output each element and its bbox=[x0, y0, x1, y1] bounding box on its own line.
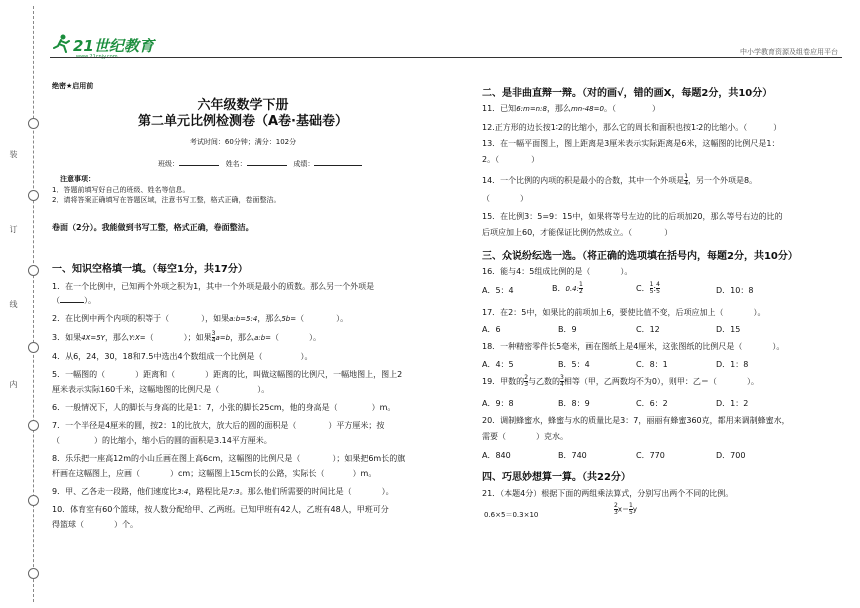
fraction: $\frac{4}{5}$ bbox=[656, 281, 660, 295]
q20-option-d[interactable]: D．700 bbox=[716, 451, 746, 460]
q11: 11．已知6:m=n:8，那么mn-48=0。（ ） bbox=[482, 104, 660, 113]
q7: 7．一个半径是4厘米的圆，按2：1的比放大，放大后的圆的面积是（ ）平方厘米；按 bbox=[52, 421, 385, 430]
q18: 18．一种精密零件长5毫米，画在图纸上是4厘米，这张图纸的比例尺是（ ）。 bbox=[482, 342, 785, 351]
q19-option-d[interactable]: D．1：2 bbox=[716, 399, 749, 408]
q18-option-c[interactable]: C．8：1 bbox=[636, 360, 668, 369]
q10: 10．体育室有60个篮球，按人数分配给甲、乙两班。已知甲班有42人，乙班有48人，甲班可分 bbox=[52, 505, 389, 514]
fraction: $\frac{1}{5}$ bbox=[628, 502, 633, 516]
notes-title: 注意事项： bbox=[60, 175, 95, 183]
score-field[interactable] bbox=[314, 165, 362, 166]
fraction: $\frac{2}{3}$ bbox=[614, 502, 618, 516]
binding-hole bbox=[28, 118, 39, 129]
binding-label: 线 bbox=[9, 300, 18, 309]
q1-answer: （ ）。 bbox=[52, 296, 96, 305]
q17-option-d[interactable]: D．15 bbox=[716, 325, 741, 334]
q16-option-a[interactable]: A．5：4 bbox=[482, 286, 514, 295]
binding-label: 内 bbox=[9, 380, 18, 389]
q16: 16．能与4：5组成比例的是（ ）。 bbox=[482, 267, 633, 276]
q8: 8．乐乐把一座高12m的小山丘画在图上高6cm，这幅图的比例尺是（ ）；如果把6m长的旗 bbox=[52, 454, 406, 463]
binding-label: 装 bbox=[9, 150, 18, 159]
q15-line2: 后项应加上60，才能保证比例仍然成立。（ ） bbox=[482, 228, 673, 237]
q12: 12.正方形的边长按1∶2的比缩小，那么它的周长和面积也按1∶2的比缩小。（ ） bbox=[482, 123, 782, 132]
q9: 9．甲、乙各走一段路，他们速度比3:4，路程比是7:3。那么他们所需要的时间比是（ ）。 bbox=[52, 487, 394, 496]
q21: 21．（本题4分）根据下面的两组乘法算式，分别写出两个不同的比例。 bbox=[482, 489, 734, 498]
platform-label: 中小学教育资源及组卷应用平台 bbox=[740, 48, 838, 56]
q2: 2．在比例中两个内项的积等于（ ），如果a:b=5:4，那么5b=（ ）。 bbox=[52, 314, 349, 323]
fraction: $\frac{2}{3}$ bbox=[524, 374, 529, 388]
q19-option-c[interactable]: C．6：2 bbox=[636, 399, 668, 408]
logo-url: www.21cnjy.com bbox=[76, 54, 118, 60]
logo-brand: 21世纪教育 bbox=[73, 37, 154, 55]
q17: 17．在2：5中，如果比的前项加上6，要使比值不变，后项应加上（ ）。 bbox=[482, 308, 766, 317]
runner-icon bbox=[52, 34, 70, 54]
q13: 13．在一幅平面图上，图上距离是3厘米表示实际距离是6米，这幅图的比例尺是1： bbox=[482, 139, 780, 148]
name-field[interactable] bbox=[247, 165, 287, 166]
binding-margin bbox=[0, 0, 46, 608]
q20-option-c[interactable]: C．770 bbox=[636, 451, 665, 460]
q15: 15．在比例3：5=9：15中，如果将等号左边的比的后项加20，那么等号右边的比的 bbox=[482, 212, 783, 221]
binding-hole bbox=[28, 495, 39, 506]
q18-option-d[interactable]: D．1：8 bbox=[716, 360, 749, 369]
q5: 5．一幅图的（ ）距离和（ ）距离的比，叫做这幅图的比例尺，一幅地图上，图上2 bbox=[52, 370, 403, 379]
class-label: 班级： bbox=[158, 160, 179, 168]
section2-title: 二、是非曲直辩一辩。（对的画√，错的画X，每题2分，共10分） bbox=[482, 88, 773, 99]
section4-title: 四、巧思妙想算一算。（共22分） bbox=[482, 472, 631, 483]
q20: 20．调制蜂蜜水，蜂蜜与水的质量比是3：7，丽丽有蜂蜜360克，都用来调制蜂蜜水， bbox=[482, 416, 790, 425]
q16-option-d[interactable]: D．10：8 bbox=[716, 286, 754, 295]
q16-option-c[interactable]: C． $\frac{1}{5}$ : $\frac{4}{5}$ bbox=[636, 281, 660, 295]
q18-option-b[interactable]: B．5：4 bbox=[558, 360, 590, 369]
binding-hole bbox=[28, 342, 39, 353]
q14: 14．一个比例的内项的积是最小的合数，其中一个外项是 $\frac{1}{4}$ ，另一个外项是8。 bbox=[482, 173, 758, 187]
q17-option-b[interactable]: B．9 bbox=[558, 325, 577, 334]
name-label: 姓名： bbox=[225, 160, 247, 168]
binding-hole bbox=[28, 420, 39, 431]
q5-line2: 厘米表示实际160千米，这幅地图的比例尺是（ ）。 bbox=[52, 385, 270, 394]
q10-line2: 得篮球（ ）个。 bbox=[52, 520, 138, 529]
q17-option-c[interactable]: C．12 bbox=[636, 325, 660, 334]
exam-title: 六年级数学下册 bbox=[197, 98, 289, 113]
q21-equation-1: 0.6×5＝0.3×10 bbox=[484, 511, 539, 519]
binding-hole bbox=[28, 190, 39, 201]
section3-title: 三、众说纷纭选一选。（将正确的选项填在括号内，每题2分，共10分） bbox=[482, 251, 798, 262]
q19-option-a[interactable]: A．9：8 bbox=[482, 399, 514, 408]
class-field[interactable] bbox=[179, 165, 219, 166]
q21-equation-2: $\frac{2}{3}$ x＝ $\frac{1}{5}$ y bbox=[614, 502, 637, 516]
section1-title: 一、知识空格填一填。（每空1分，共17分） bbox=[52, 264, 248, 275]
q19: 19．甲数的 $\frac{2}{3}$ 与乙数的 $\frac{3}{4}$ 相等（甲，乙两数均不为0），则甲：乙＝（ ）。 bbox=[482, 374, 759, 388]
binding-dashed-line bbox=[33, 6, 34, 602]
q20-option-b[interactable]: B．740 bbox=[558, 451, 587, 460]
q17-option-a[interactable]: A．6 bbox=[482, 325, 501, 334]
fraction: $\frac{3}{4}$ bbox=[560, 374, 564, 388]
q20-option-a[interactable]: A．840 bbox=[482, 451, 511, 460]
q4: 4．从6，24，30，18和7.5中选出4个数组成一个比例是（ ）。 bbox=[52, 352, 313, 361]
q19-option-b[interactable]: B．8：9 bbox=[558, 399, 590, 408]
q6: 6．一般情况下，人的脚长与身高的比是1：7，小张的脚长25cm，他的身高是（ ）m。 bbox=[52, 403, 396, 412]
q7-line2: （ ）的比缩小，缩小后的圆的面积是3.14平方厘米。 bbox=[52, 436, 272, 445]
exam-meta: 考试时间：60分钟；满分：102分 bbox=[189, 138, 297, 146]
neatness-note: 卷面（2分）。我能做到书写工整，格式正确，卷面整洁。 bbox=[52, 223, 254, 232]
binding-hole bbox=[28, 265, 39, 276]
fraction: $\frac{1}{2}$ bbox=[579, 281, 583, 295]
binding-label: 订 bbox=[9, 225, 18, 234]
note-2: 2．请将答案正确填写在答题区域，注意书写工整，格式正确，卷面整洁。 bbox=[52, 196, 281, 204]
exam-subtitle: 第二单元比例检测卷（A卷·基础卷） bbox=[138, 114, 348, 129]
q13-line2: 2。（ ） bbox=[482, 155, 540, 164]
note-1: 1．答题前填写好自己的班级、姓名等信息。 bbox=[52, 186, 190, 194]
header-rule bbox=[50, 57, 842, 58]
q16-option-b[interactable]: B．0.4: $\frac{1}{2}$ bbox=[552, 281, 583, 295]
q1-blank[interactable] bbox=[60, 302, 84, 303]
q18-option-a[interactable]: A．4：5 bbox=[482, 360, 514, 369]
q3: 3．如果4X=5Y，那么Y:X=（ ）；如果 $\frac{3}{4}$ a=b，那么a:b=（ ）。 bbox=[52, 330, 322, 344]
q14-line2: （ ） bbox=[482, 194, 528, 203]
info-row bbox=[158, 159, 362, 169]
secret-label: 绝密★启用前 bbox=[52, 82, 94, 90]
score-label: 成绩： bbox=[293, 160, 315, 168]
logo bbox=[52, 34, 154, 60]
fraction: $\frac{3}{4}$ bbox=[211, 330, 216, 344]
binding-hole bbox=[28, 568, 39, 579]
fraction: $\frac{1}{5}$ bbox=[649, 281, 654, 295]
q20-line2: 需要（ ）克水。 bbox=[482, 432, 568, 441]
q8-line2: 杆画在这幅图上，应画（ ）cm；这幅图上15cm长的公路，实际长（ ）m。 bbox=[52, 469, 377, 478]
q1: 1．在一个比例中，已知两个外项之积为1，其中一个外项是最小的质数。那么另一个外项是 bbox=[52, 282, 375, 291]
fraction: $\frac{1}{4}$ bbox=[684, 173, 689, 187]
